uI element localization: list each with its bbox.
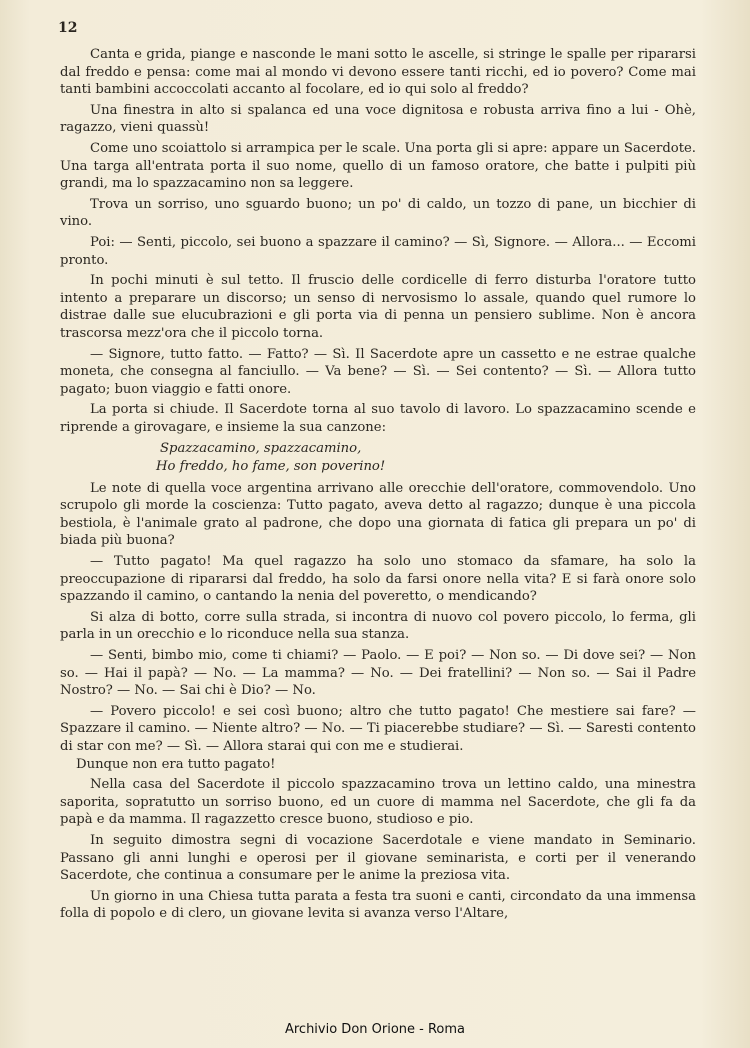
paragraph: — Tutto pagato! Ma quel ragazzo ha solo uno stomaco da sfamare, ha solo la preoccupazione di ripararsi dal freddo, ha solo da farsi onore nella vita? E si farà onore solo spazzando il camino, o cantando la nenia del poveretto, o mendicando?	[60, 554, 696, 605]
paragraph: Si alza di botto, corre sulla strada, si incontra di nuovo col povero piccolo, lo ferma, gli parla in un orecchio e lo riconduce nella sua stanza.	[60, 609, 696, 643]
paragraph: Le note di quella voce argentina arrivano alle orecchie dell'oratore, commovendolo. Uno scrupolo gli morde la coscienza: Tutto pagato, aveva detto al ragazzo; dunque è una piccola bestiola, è l'animale grato al padrone, che dopo una giornata di fatica gli prepara un po' di biada più buona?	[60, 480, 696, 549]
paragraph: Come uno scoiattolo si arrampica per le scale. Una porta gli si apre: appare un Sacerdote. Una targa all'entrata porta il suo nome, quello di un famoso oratore, che batte i pulpiti più grandi, ma lo spazzacamino non sa leggere.	[60, 140, 696, 192]
archive-footer: Archivio Don Orione - Roma	[284, 1022, 466, 1037]
paragraph: — Signore, tutto fatto. — Fatto? — Sì. Il Sacerdote apre un cassetto e ne estrae qualche moneta, che consegna al fanciullo. — Va bene? — Sì. — Sei contento? — Sì. — Allora tutto pagato; buon viaggio e fatti onore.	[60, 346, 696, 397]
verse-line: Spazzacamino, spazzacamino,	[160, 441, 362, 457]
verse-line: Ho freddo, ho fame, son poverino!	[156, 459, 386, 475]
paragraph: Trova un sorriso, uno sguardo buono; un po' di caldo, un tozzo di pane, un bicchier di vino.	[60, 196, 696, 230]
page-number: 12	[58, 20, 78, 36]
paragraph: Dunque non era tutto pagato!	[76, 756, 276, 772]
paragraph: Canta e grida, piange e nasconde le mani sotto le ascelle, si stringe le spalle per ripararsi dal freddo e pensa: come mai al mondo vi devono essere tanti ricchi, ed io povero? Come mai tanti bambini accoccolati accanto al focolare, ed io qui solo al freddo?	[60, 47, 696, 98]
paragraph: Nella casa del Sacerdote il piccolo spazzacamino trova un lettino caldo, una minestra saporita, sopratutto un sorriso buono, ed un cuore di mamma nel Sacerdote, che gli fa da papà e da mamma. Il ragazzetto cresce buono, studioso e pio.	[60, 777, 696, 828]
paragraph: Poi: — Senti, piccolo, sei buono a spazzare il camino? — Sì, Signore. — Allora... — Eccomi pronto.	[60, 234, 696, 268]
body-text	[60, 46, 696, 923]
paragraph: In pochi minuti è sul tetto. Il fruscio delle cordicelle di ferro disturba l'oratore tutto intento a preparare un discorso; un senso di nervosismo lo assale, quando quel rumore lo distrae dalle sue elucubrazioni e gli porta via di penna un pensiero sublime. Non è ancora trascorsa mezz'ora che il piccolo torna.	[60, 273, 696, 341]
paragraph: Un giorno in una Chiesa tutta parata a festa tra suoni e canti, circondato da una immensa folla di popolo e di clero, un giovane levita si avanza verso l'Altare,	[60, 888, 696, 922]
paragraph: Una finestra in alto si spalanca ed una voce dignitosa e robusta arriva fino a lui - Ohè, ragazzo, vieni quassù!	[60, 102, 696, 136]
paragraph: La porta si chiude. Il Sacerdote torna al suo tavolo di lavoro. Lo spazzacamino scende e riprende a girovagare, e insieme la sua canzone:	[60, 402, 696, 435]
song-verse	[156, 440, 696, 475]
paragraph: — Povero piccolo! e sei così buono; altro che tutto pagato! Che mestiere sai fare? — Spazzare il camino. — Niente altro? — No. — Ti piacerebbe studiare? — Sì. — Saresti contento di star con me? — Sì. — Allora starai qui con me e studierai.	[60, 703, 696, 754]
paragraph: — Senti, bimbo mio, come ti chiami? — Paolo. — E poi? — Non so. — Di dove sei? — Non so. — Hai il papà? — No. — La mamma? — No. — Dei fratellini? — Non so. — Sai il Padre Nostro? — No. — Sai chi è Dio? — No.	[60, 648, 696, 699]
paragraph: In seguito dimostra segni di vocazione Sacerdotale e viene mandato in Seminario. Passano gli anni lunghi e operosi per il giovane seminarista, e corti per il venerando Sacerdote, che continua a consumare per le anime la preziosa vita.	[60, 832, 696, 884]
